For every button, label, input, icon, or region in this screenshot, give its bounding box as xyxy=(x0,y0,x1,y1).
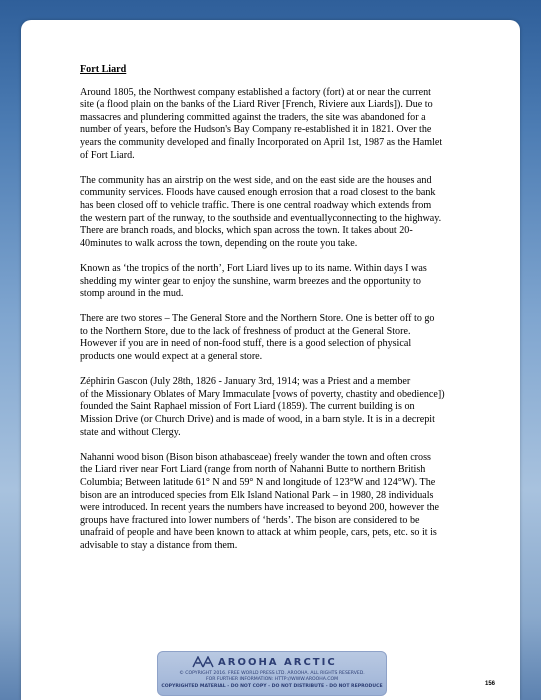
copyright-badge xyxy=(157,651,387,696)
brand-logo xyxy=(192,656,337,668)
notice-line: COPYRIGHTED MATERIAL - DO NOT COPY - DO NOT DISTRIBUTE - DO NOT REPRODUCE xyxy=(161,684,383,689)
paragraph-climate: Known as ‘the tropics of the north’, Fort Liard lives up to its name. Within days I was shedding my winter gear to enjoy the sunshine, warm breezes and the opportunity to stomp around in the mud. xyxy=(80,262,427,300)
article-body xyxy=(80,64,480,565)
paragraph-history: Around 1805, the Northwest company established a factory (fort) at or near the current site (a flood plain on the banks of the Liard River [French, Riviere aux Liards]). Due to massacres and plundering committed against the traders, the site was abandoned for a number of years, before the Hudson's Bay Company re-established it in 1821. Over the years the community developed and finally Incorporated on April 1st, 1987 as the Hamlet of Fort Liard. xyxy=(80,86,443,161)
arooha-logo-icon xyxy=(192,656,214,668)
paragraph-stores: There are two stores – The General Store and the Northern Store. One is better off to go to the Northern Store, due to the lack of freshness of product at the General Store. However if you are in need of non-food stuff, there is a good selection of physical products one would expect at a general store. xyxy=(80,313,435,363)
copyright-line: © COPYRIGHT 2016. FREE WORLD PRESS LTD. AROOHA. ALL RIGHTS RESERVED. xyxy=(179,671,365,676)
page-number: 156 xyxy=(485,681,496,687)
paragraph-mission: Zéphirin Gascon (July 28th, 1826 - January 3rd, 1914; was a Priest and a member of the Missionary Oblates of Mary Immaculate [vows of poverty, chastity and obedience]) founded the Saint Raphael mission of Fort Liard (1859). The current building is on Mission Drive (or Church Drive) and is made of wood, in a barn style. It is in a decrepit state and without Clergy. xyxy=(80,376,445,438)
paragraph-bison: Nahanni wood bison (Bison bison athabasceae) freely wander the town and often cross the Liard river near Fort Liard (range from north of Nahanni Butte to northern British Columbia; Between latitude 61° N and 59° N and longitude of 123°W and 124°W). The bison are an introduced species from Elk Island National Park – in 1980, 28 individuals were introduced. In recent years the numbers have increased to beyond 200, however the groups have fractured into lower numbers of ‘herds’. The bison are considered to be unafraid of people and have been known to attack at whim people, cars, pets, etc. so it is advisable to stay a distance from them. xyxy=(80,451,440,551)
document-page xyxy=(21,20,520,700)
info-line: FOR FURTHER INFORMATION: HTTP://WWW.AROOHA.COM xyxy=(205,677,339,682)
brand-name: AROOHA ARCTIC xyxy=(218,656,337,668)
paragraph-community: The community has an airstrip on the west side, and on the east side are the houses and community services. Floods have caused enough errosion that a road closest to the bank has been closed off to vehicle traffic. There is one central roadway which extends from the western part of the runway, to the southside and eventuallyconnecting to the highway. There are branch roads, and blocks, which span across the town. It takes about 20- 40minutes to walk across the town, depending on the route you take. xyxy=(80,174,442,249)
article-title: Fort Liard xyxy=(80,64,127,75)
